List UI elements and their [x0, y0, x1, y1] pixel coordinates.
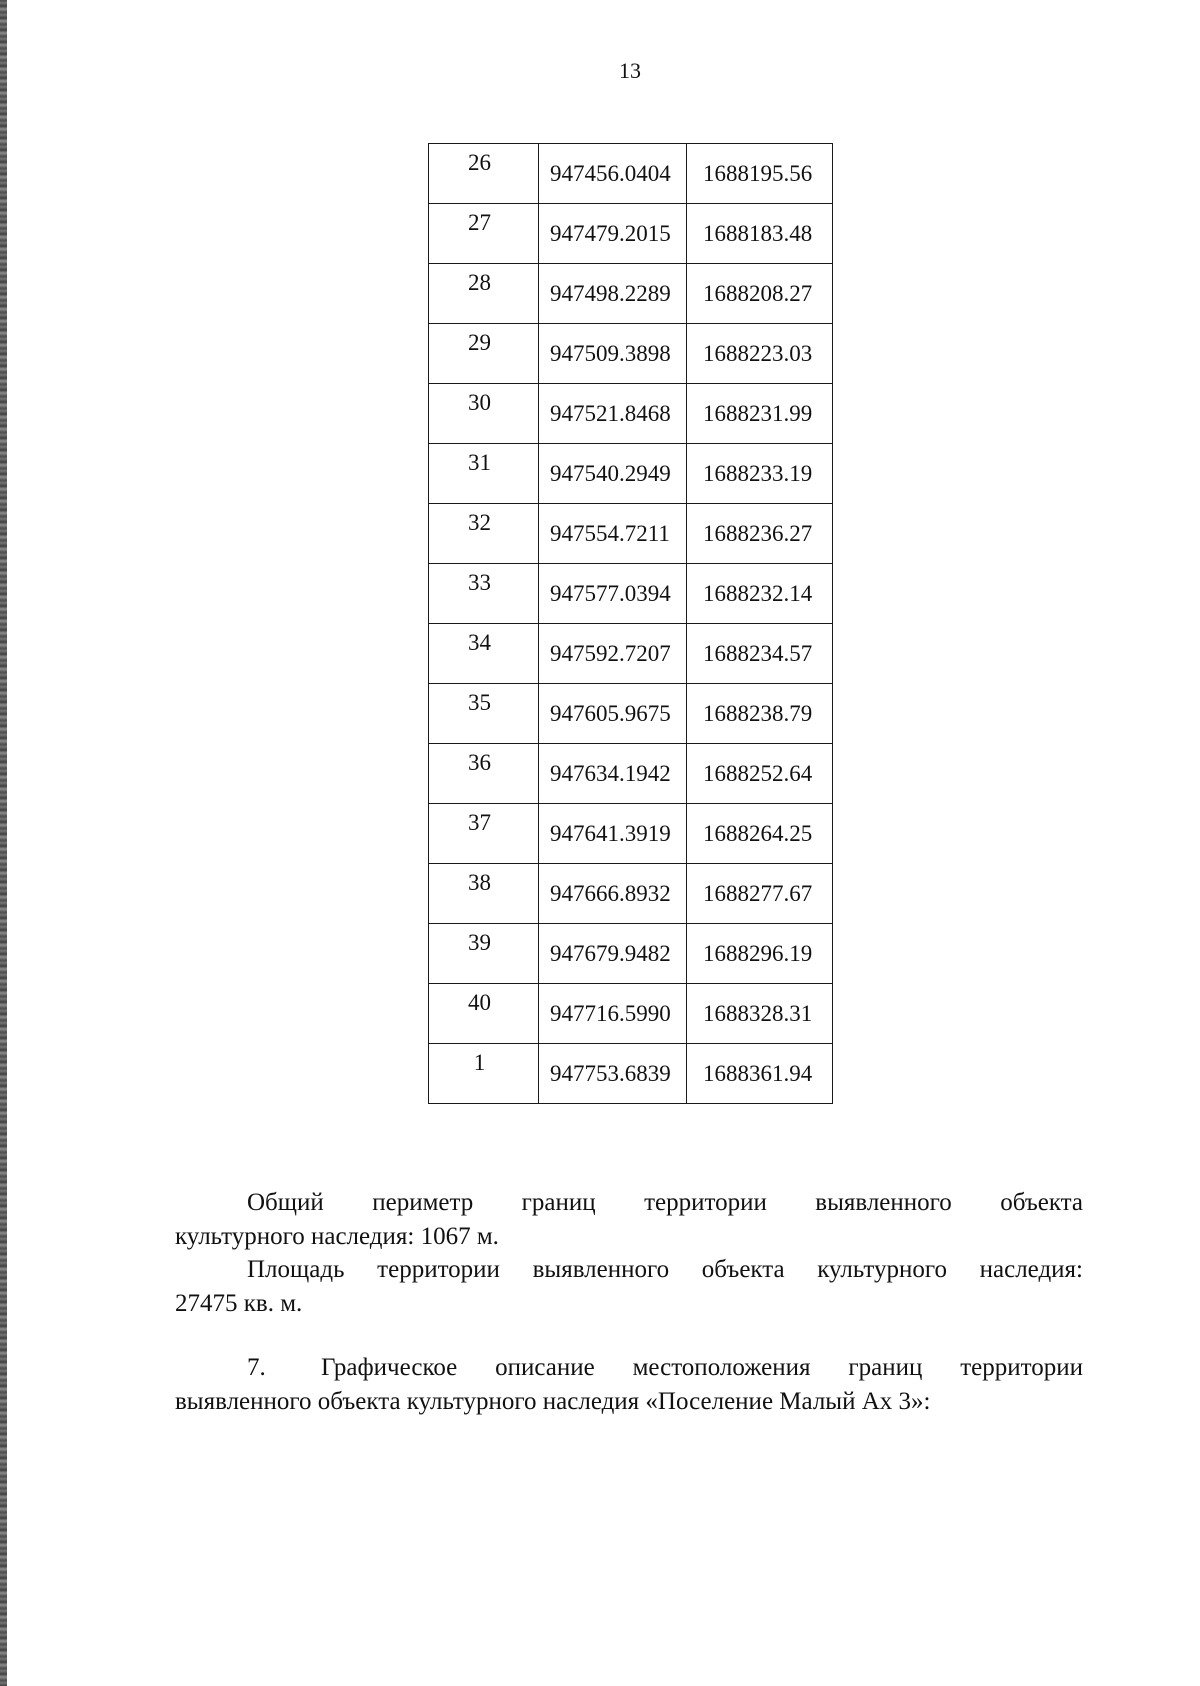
y-coordinate-cell: 1688233.19	[687, 444, 833, 504]
perimeter-line-1: Общий периметр границ территории выявленного объекта	[247, 1189, 1083, 1216]
table-row	[429, 564, 833, 624]
point-number-cell: 40	[429, 984, 539, 1044]
point-number-cell: 30	[429, 384, 539, 444]
point-number-cell: 38	[429, 864, 539, 924]
point-number-cell: 37	[429, 804, 539, 864]
y-coordinate-cell: 1688223.03	[687, 324, 833, 384]
x-coordinate-cell: 947577.0394	[539, 564, 687, 624]
y-coordinate-cell: 1688195.56	[687, 144, 833, 204]
table-row	[429, 324, 833, 384]
table-row	[429, 924, 833, 984]
x-coordinate-cell: 947456.0404	[539, 144, 687, 204]
y-coordinate-cell: 1688238.79	[687, 684, 833, 744]
point-number-cell: 34	[429, 624, 539, 684]
coordinates-table-body	[429, 144, 833, 1104]
perimeter-line-2: культурного наследия: 1067 м.	[175, 1223, 499, 1250]
page-number: 13	[619, 58, 641, 83]
point-number-cell: 28	[429, 264, 539, 324]
coordinates-table	[428, 143, 833, 1104]
y-coordinate-cell: 1688232.14	[687, 564, 833, 624]
y-coordinate-cell: 1688328.31	[687, 984, 833, 1044]
area-paragraph	[175, 1253, 1083, 1321]
point-number-cell: 31	[429, 444, 539, 504]
table-row	[429, 144, 833, 204]
point-number-cell: 32	[429, 504, 539, 564]
x-coordinate-cell: 947716.5990	[539, 984, 687, 1044]
table-row	[429, 624, 833, 684]
table-row	[429, 444, 833, 504]
y-coordinate-cell: 1688208.27	[687, 264, 833, 324]
y-coordinate-cell: 1688236.27	[687, 504, 833, 564]
x-coordinate-cell: 947592.7207	[539, 624, 687, 684]
table-row	[429, 1044, 833, 1104]
x-coordinate-cell: 947641.3919	[539, 804, 687, 864]
point-number-cell: 27	[429, 204, 539, 264]
x-coordinate-cell: 947498.2289	[539, 264, 687, 324]
point-number-cell: 35	[429, 684, 539, 744]
table-row	[429, 204, 833, 264]
section-7-line-1-text: Графическое описание местоположения границ территории	[321, 1354, 1083, 1381]
x-coordinate-cell: 947479.2015	[539, 204, 687, 264]
table-row	[429, 744, 833, 804]
y-coordinate-cell: 1688361.94	[687, 1044, 833, 1104]
x-coordinate-cell: 947679.9482	[539, 924, 687, 984]
y-coordinate-cell: 1688277.67	[687, 864, 833, 924]
table-row	[429, 804, 833, 864]
point-number-cell: 1	[429, 1044, 539, 1104]
x-coordinate-cell: 947540.2949	[539, 444, 687, 504]
point-number-cell: 26	[429, 144, 539, 204]
x-coordinate-cell: 947605.9675	[539, 684, 687, 744]
section-7-paragraph	[175, 1351, 1083, 1419]
point-number-cell: 39	[429, 924, 539, 984]
perimeter-paragraph	[175, 1186, 1083, 1254]
y-coordinate-cell: 1688231.99	[687, 384, 833, 444]
section-7-number: 7.	[247, 1354, 266, 1381]
scan-edge-artifact	[0, 0, 7, 1686]
y-coordinate-cell: 1688252.64	[687, 744, 833, 804]
y-coordinate-cell: 1688296.19	[687, 924, 833, 984]
x-coordinate-cell: 947509.3898	[539, 324, 687, 384]
section-7-line-2: выявленного объекта культурного наследия «Поселение Малый Ах 3»:	[175, 1388, 931, 1415]
table-row	[429, 504, 833, 564]
y-coordinate-cell: 1688234.57	[687, 624, 833, 684]
y-coordinate-cell: 1688183.48	[687, 204, 833, 264]
x-coordinate-cell: 947521.8468	[539, 384, 687, 444]
x-coordinate-cell: 947753.6839	[539, 1044, 687, 1104]
table-row	[429, 384, 833, 444]
point-number-cell: 36	[429, 744, 539, 804]
area-line-2: 27475 кв. м.	[175, 1290, 303, 1317]
y-coordinate-cell: 1688264.25	[687, 804, 833, 864]
x-coordinate-cell: 947634.1942	[539, 744, 687, 804]
table-row	[429, 984, 833, 1044]
x-coordinate-cell: 947554.7211	[539, 504, 687, 564]
section-7-line-1	[175, 1351, 1083, 1385]
x-coordinate-cell: 947666.8932	[539, 864, 687, 924]
table-row	[429, 264, 833, 324]
point-number-cell: 29	[429, 324, 539, 384]
table-row	[429, 864, 833, 924]
area-line-1: Площадь территории выявленного объекта культурного наследия:	[247, 1256, 1083, 1283]
table-row	[429, 684, 833, 744]
point-number-cell: 33	[429, 564, 539, 624]
